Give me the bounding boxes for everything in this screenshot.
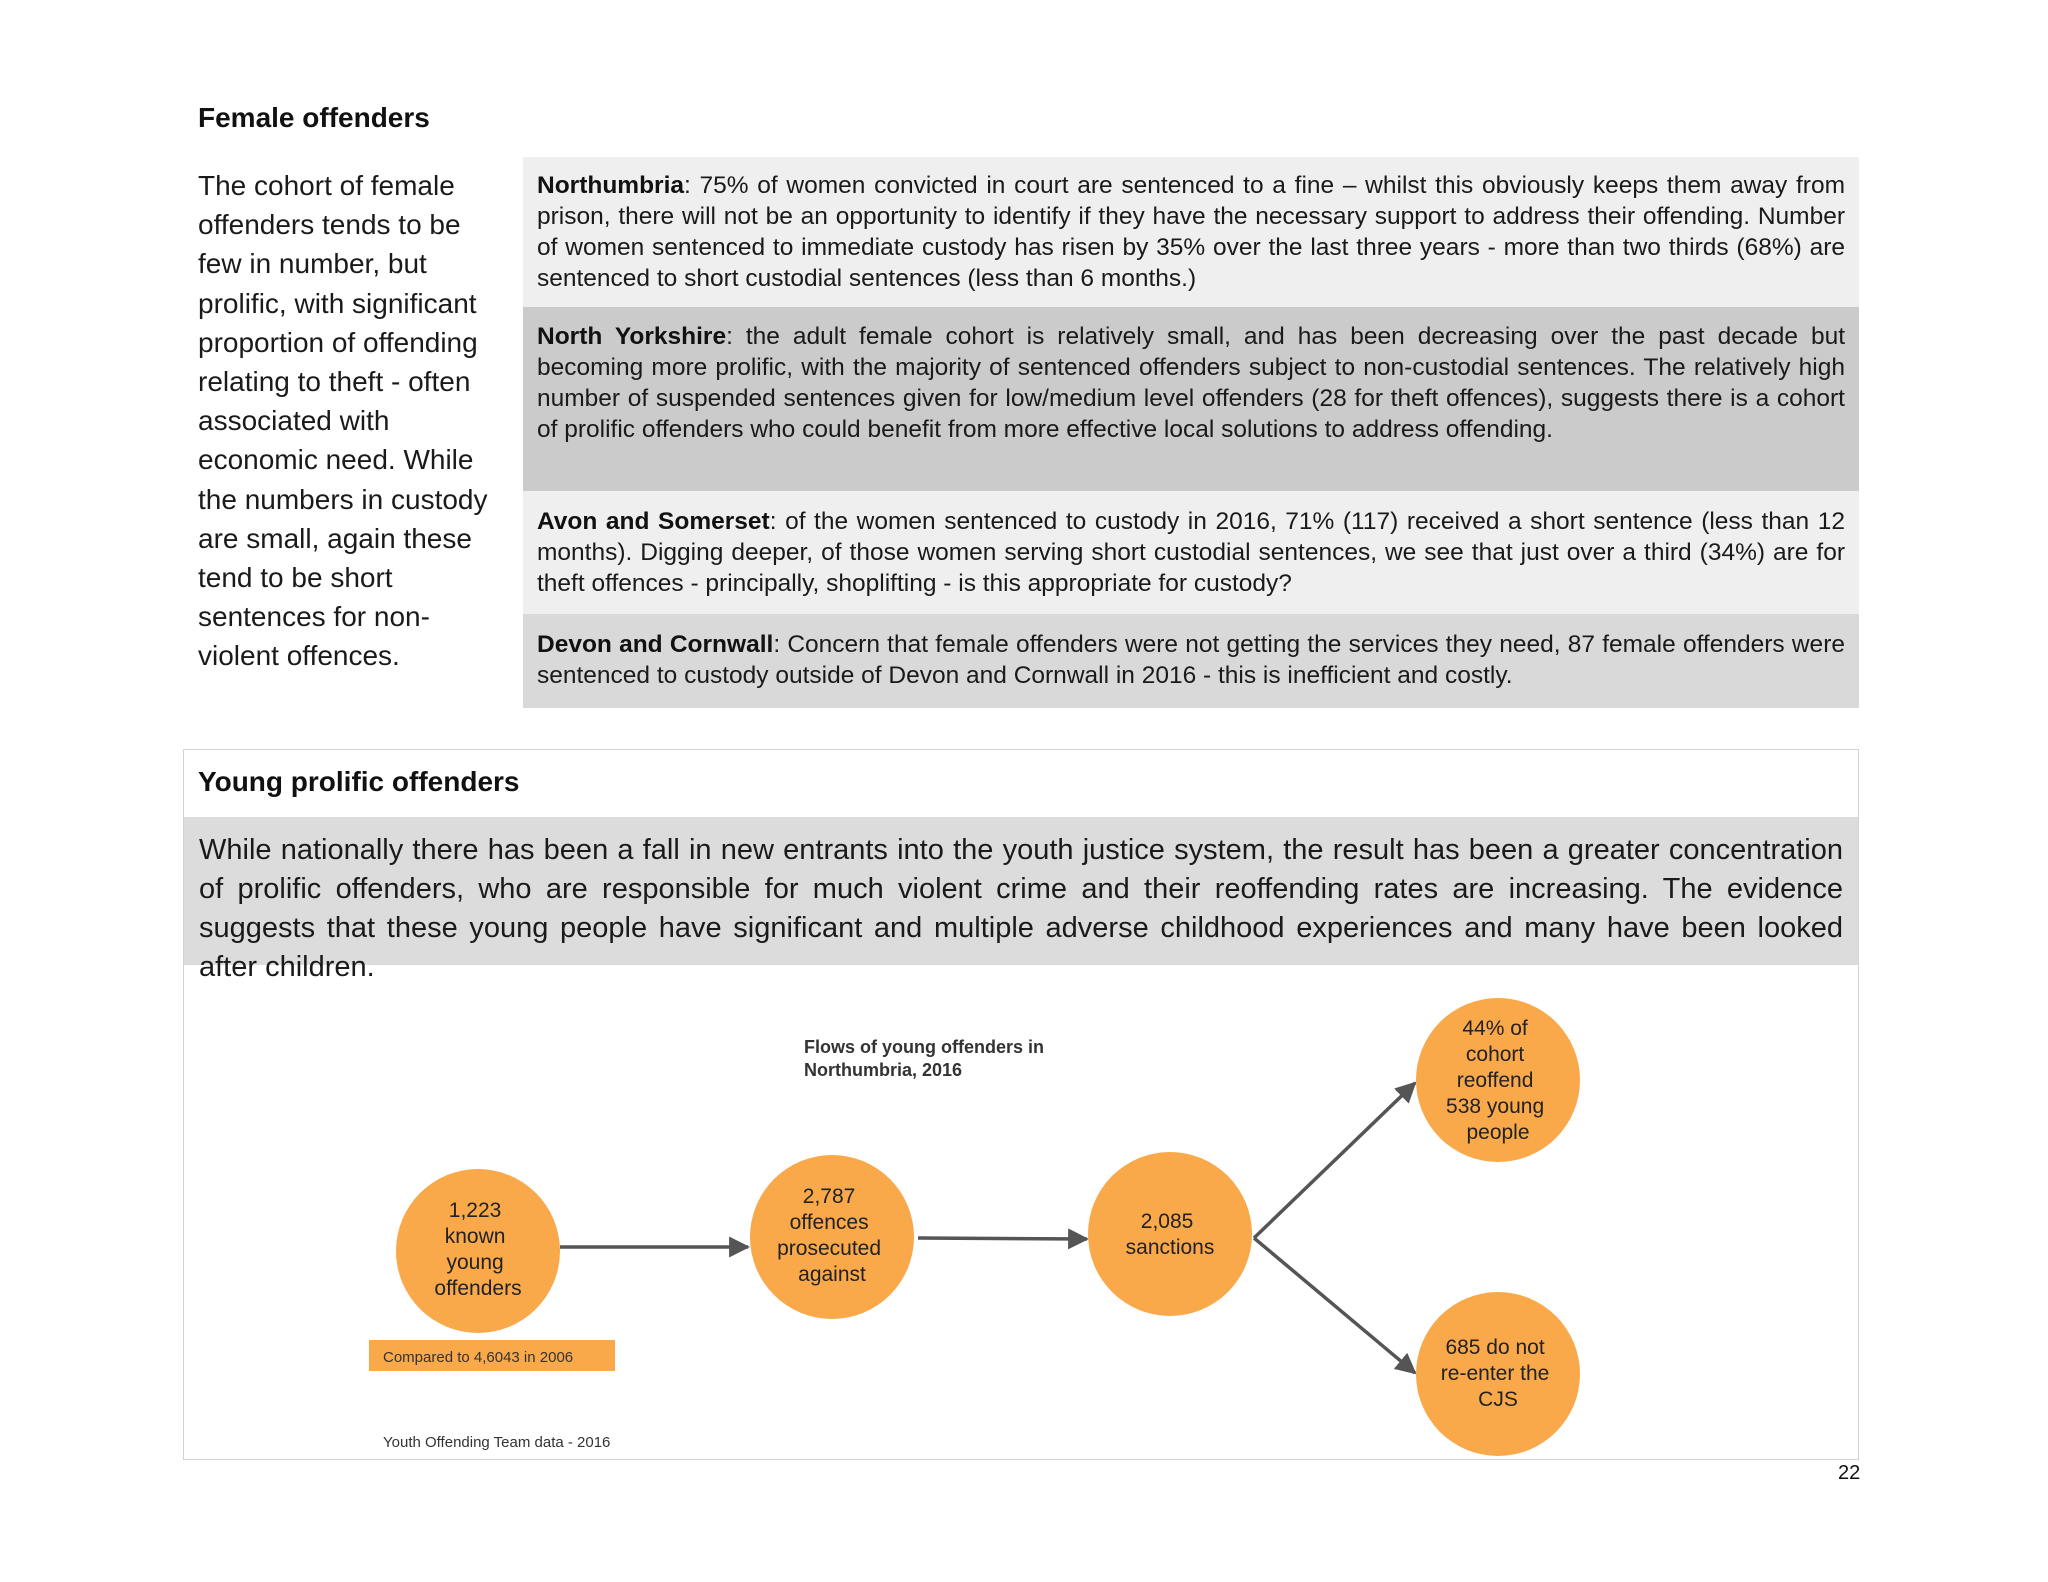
svg-text:44% of cohort reof: 44% of cohort reoffend 538 young people	[1446, 1017, 1545, 1144]
young-offenders-summary: While nationally there has been a fall in new entrants into the youth justice system, the result has been a greater concentration of prolific offenders, who are responsible for much violent crime and their reoffending rates are increasing. The evidence suggests that these young people have significant and multiple adverse childhood experiences and many have been looked after children.	[184, 817, 1858, 965]
flow-node-reoffend	[1416, 998, 1580, 1162]
svg-text:1,223 known young: 1,223 known young offenders	[434, 1199, 522, 1300]
region-panel-northumbria	[523, 157, 1859, 307]
svg-text:Compared to 4,6043 in 2006: Compared to 4,6043 in 2006	[383, 1349, 574, 1366]
region-text: 75% of women convicted in court are sentenced to a fine – whilst this obviously keeps them away from prison, there will not be an opportunity to identify if they have the necessary support to address their offending. Number of women sentenced to immediate custody has risen by 35% over the last three years - more than two thirds (68%) are sentenced to short custodial sentences (less than 6 months.)	[537, 172, 1846, 292]
region-text: Concern that female offenders were not getting the services they need, 87 female offenders were sentenced to custody outside of Devon and Cornwall in 2016 - this is inefficient and costly.	[537, 631, 1845, 689]
flow-arrow-prosecuted-to-sanctions	[918, 1238, 1087, 1239]
region-separator: :	[769, 508, 786, 535]
region-panel-devon-and-cornwall	[523, 614, 1859, 708]
young-offenders-heading: Young prolific offenders	[198, 766, 520, 797]
flow-source-note: Youth Offending Team data - 2016	[383, 1434, 611, 1451]
region-text: of the women sentenced to custody in 2016, 71% (117) received a short sentence (less than 12 months). Digging deeper, of those women serving short custodial sentences, we see that just over a third (34%) are for theft offences - principally, shoplifting - is this appropriate for custody?	[537, 508, 1845, 597]
region-name: North Yorkshire	[537, 323, 727, 350]
svg-text:685 do not re-enter the: 685 do not re-enter the CJS	[1440, 1336, 1550, 1411]
flow-node-sanctions	[1088, 1152, 1252, 1316]
flow-title: Flows of young offenders in Northumbria, 2016	[804, 1037, 1044, 1080]
region-separator: :	[726, 323, 746, 350]
page-number: 22	[1838, 1462, 1861, 1484]
offender-flow-diagram	[184, 965, 1858, 1459]
flow-node-not-reenter	[1416, 1292, 1580, 1456]
region-panel-avon-and-somerset	[523, 491, 1859, 614]
female-offenders-intro: The cohort of female offenders tends to be few in number, but prolific, with significant proportion of offending relating to theft - often associated with economic need. While the numbers in custody are small, again these tend to be short sentences for non-violent offences.	[198, 170, 488, 672]
region-separator: :	[684, 172, 700, 199]
female-offenders-heading: Female offenders	[198, 102, 430, 133]
region-panel-north-yorkshire	[523, 307, 1859, 491]
region-name: Devon and Cornwall	[537, 631, 774, 658]
flow-node-offences-prosecuted	[750, 1155, 914, 1319]
region-name: Avon and Somerset	[537, 508, 770, 535]
flow-arrow-sanctions-to-reoffend	[1254, 1083, 1415, 1238]
region-text: the adult female cohort is relatively small, and has been decreasing over the past decade but becoming more prolific, with the majority of sentenced offenders subject to non-custodial sentences. The relatively high number of suspended sentences given for low/medium level offenders (28 for theft offences), suggests there is a cohort of prolific offenders who could benefit from more effective local solutions to address offending.	[537, 323, 1845, 443]
flow-node-known-offenders	[396, 1169, 560, 1333]
flow-arrow-sanctions-to-not-reenter	[1254, 1238, 1415, 1373]
region-separator: :	[773, 631, 788, 658]
svg-text:2,787 offences pro: 2,787 offences prosecuted against	[777, 1185, 882, 1286]
svg-text:2,085 sanctions: 2,085 sanctions	[1125, 1210, 1215, 1259]
flow-comparison-note	[369, 1340, 615, 1371]
region-name: Northumbria	[537, 172, 684, 199]
